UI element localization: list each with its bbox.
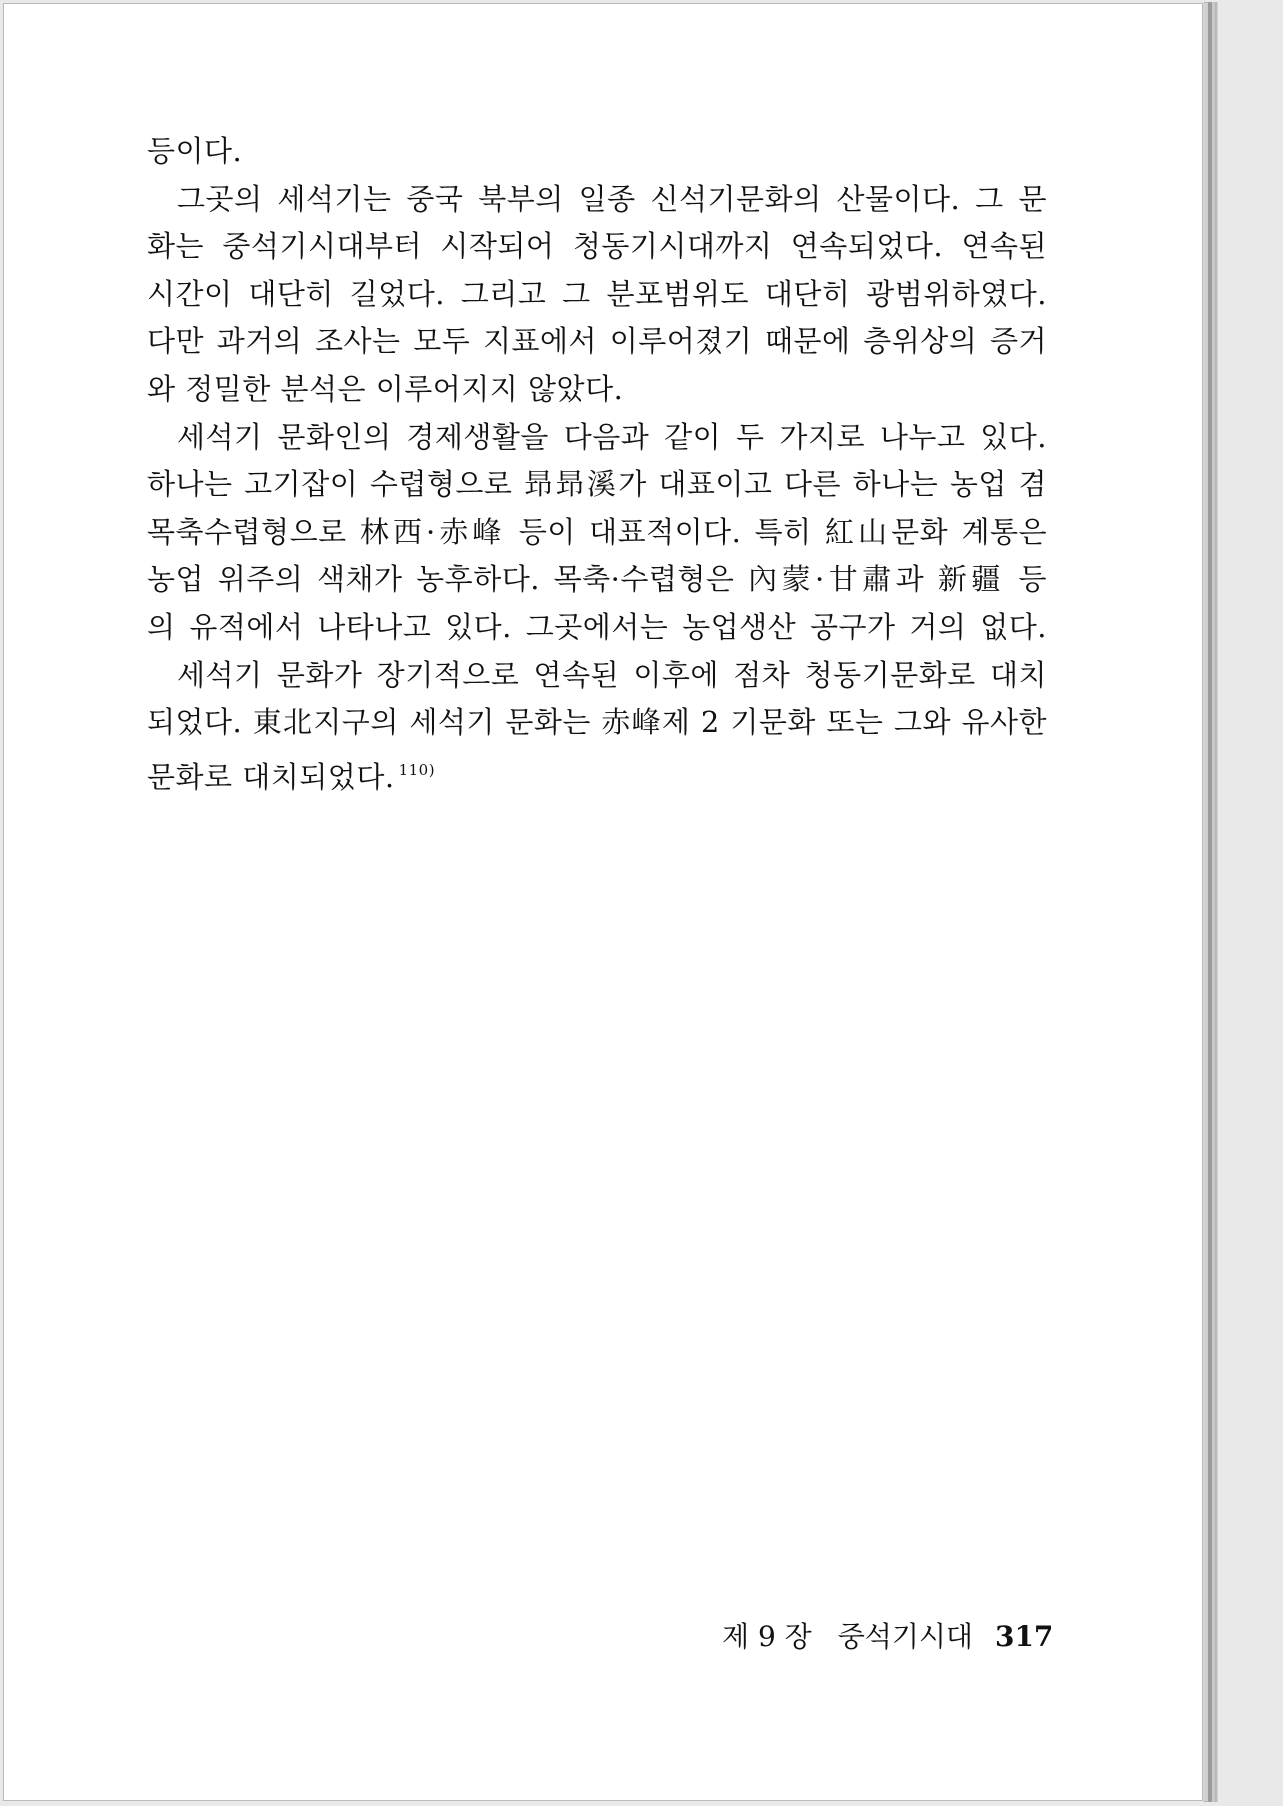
text-line: 세석기 문화가 장기적으로 연속된 이후에 점차 청동기문화로 대치	[177, 657, 1047, 692]
text-line: 화는 중석기시대부터 시작되어 청동기시대까지 연속되었다. 연속된	[147, 229, 1047, 264]
text-line-last	[147, 747, 1047, 795]
running-footer	[722, 1617, 1054, 1657]
text-line: 되었다. 東北지구의 세석기 문화는 赤峰제 2 기문화 또는 그와 유사한	[147, 705, 1047, 740]
footer-section-title: 중석기시대	[837, 1620, 973, 1653]
text-line: 다만 과거의 조사는 모두 지표에서 이루어졌기 때문에 층위상의 증거	[147, 324, 1047, 359]
page-edge	[1204, 2, 1218, 1802]
text-line-content: 문화로 대치되었다.	[147, 759, 395, 794]
footnote-reference[interactable]: 110)	[398, 760, 436, 779]
text-line: 시간이 대단히 길었다. 그리고 그 분포범위도 대단히 광범위하였다.	[147, 276, 1047, 311]
text-line: 그곳의 세석기는 중국 북부의 일종 신석기문화의 산물이다. 그 문	[177, 181, 1047, 216]
text-line: 세석기 문화인의 경제생활을 다음과 같이 두 가지로 나누고 있다.	[177, 419, 1047, 454]
footer-chapter: 제 9 장	[722, 1620, 812, 1653]
text-line: 목축수렵형으로 林西·赤峰 등이 대표적이다. 특히 紅山문화 계통은	[147, 514, 1047, 549]
text-line: 와 정밀한 분석은 이루어지지 않았다.	[147, 371, 624, 406]
text-line: 하나는 고기잡이 수렵형으로 昻昻溪가 대표이고 다른 하나는 농업 겸	[147, 467, 1047, 502]
text-line: 등이다.	[147, 134, 243, 168]
text-line: 농업 위주의 색채가 농후하다. 목축·수렵형은 內蒙·甘肅과 新疆 등	[147, 562, 1047, 597]
text-line: 의 유적에서 나타나고 있다. 그곳에서는 농업생산 공구가 거의 없다.	[147, 609, 1047, 644]
page-number: 317	[994, 1620, 1054, 1653]
body-text	[147, 128, 1047, 794]
